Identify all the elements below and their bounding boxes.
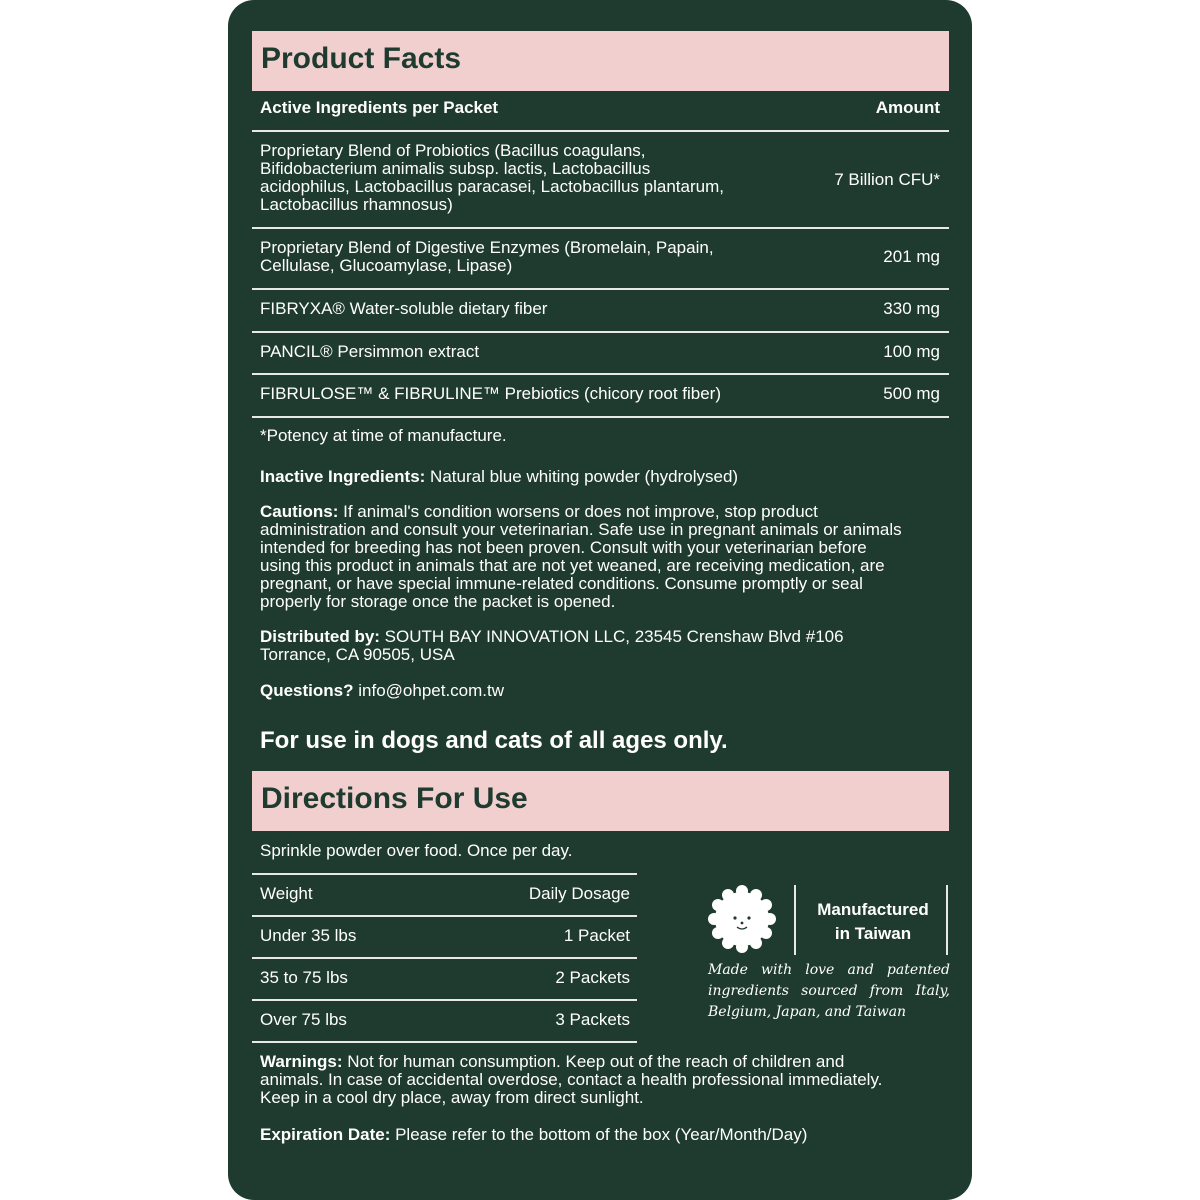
divider	[252, 957, 637, 959]
dosage-value: 3 Packets	[555, 1010, 630, 1029]
warnings: Warnings: Not for human consumption. Keep out of the reach of children and animals. In case of accidental overdose, contact a health professional immediately. Keep in a cool dry place, away from direct sunlight.	[260, 1052, 883, 1107]
expiration-label: Expiration Date:	[260, 1125, 391, 1144]
inactive-label: Inactive Ingredients:	[260, 467, 426, 486]
divider	[252, 915, 637, 917]
inactive-ingredients	[260, 468, 950, 486]
ingredient-name: Proprietary Blend of Probiotics (Bacillus coagulans, Bifidobacterium animalis subsp. lactis, Lactobacillus acidophilus, Lactobacillus paracasei, Lactobacillus plantarum, Lactobacillus rhamnosus)	[260, 141, 724, 214]
questions-label: Questions?	[260, 681, 354, 700]
ingredient-name: FIBRYXA® Water-soluble dietary fiber	[260, 299, 548, 318]
expiration-date	[260, 1126, 950, 1144]
divider	[252, 288, 949, 290]
cautions: Cautions: If animal's condition worsens or does not improve, stop product administration and consult your veterinarian. Safe use in pregnant animals or animals intended for breeding has not been proven. Consult with your veterinarian before using this product in animals that are not yet weaned, are receiving medication, are pregnant, or have special immune-related conditions. Consume promptly or seal properly for storage once the packet is opened.	[260, 502, 902, 611]
ingredient-name: Proprietary Blend of Digestive Enzymes (Bromelain, Papain, Cellulase, Glucoamylase, Lipase)	[260, 238, 714, 275]
directions-header	[252, 771, 949, 831]
weight-value: Under 35 lbs	[260, 926, 357, 945]
ingredient-amount: 330 mg	[883, 299, 940, 318]
cautions-label: Cautions:	[260, 502, 339, 521]
product-facts-title: Product Facts	[261, 42, 462, 75]
contact-email: info@ohpet.com.tw	[353, 681, 505, 700]
manufactured-text: Manufactured in Taiwan	[817, 900, 929, 943]
ingredient-amount: 500 mg	[883, 384, 940, 403]
directions-instruction: Sprinkle powder over food. Once per day.	[260, 841, 573, 860]
amount-column-header: Amount	[875, 98, 940, 117]
divider	[252, 999, 637, 1001]
made-with-love-note: Made with love and patented ingredients sourced from Italy, Belgium, Japan, and Taiwan	[708, 962, 950, 1020]
divider	[252, 873, 637, 875]
directions-title: Directions For Use	[261, 782, 528, 815]
warnings-label: Warnings:	[260, 1052, 343, 1071]
divider	[252, 227, 949, 229]
badge-divider	[794, 885, 796, 955]
ingredient-column-header: Active Ingredients per Packet	[260, 98, 499, 117]
label-card	[228, 0, 972, 1200]
use-statement: For use in dogs and cats of all ages only.	[260, 727, 728, 754]
dog-face-icon	[708, 885, 776, 953]
ingredient-name: FIBRULOSE™ & FIBRULINE™ Prebiotics (chicory root fiber)	[260, 384, 722, 403]
expiration-text: Please refer to the bottom of the box (Year/Month/Day)	[390, 1125, 808, 1144]
weight-column-header: Weight	[260, 884, 313, 903]
divider	[252, 373, 949, 375]
ingredient-amount: 201 mg	[883, 247, 940, 266]
distributed-label: Distributed by:	[260, 627, 380, 646]
weight-value: 35 to 75 lbs	[260, 968, 348, 987]
distributed-by: Distributed by: SOUTH BAY INNOVATION LLC, 23545 Crenshaw Blvd #106 Torrance, CA 90505, USA	[260, 627, 844, 664]
product-facts-header	[252, 31, 949, 91]
ingredient-name: PANCIL® Persimmon extract	[260, 342, 480, 361]
divider	[252, 331, 949, 333]
ingredient-amount: 7 Billion CFU*	[834, 170, 940, 189]
divider	[252, 1041, 637, 1043]
dosage-column-header: Daily Dosage	[528, 884, 630, 903]
questions	[260, 682, 950, 700]
manufactured-badge	[708, 885, 948, 960]
ingredient-amount: 100 mg	[883, 342, 940, 361]
potency-note: *Potency at time of manufacture.	[260, 426, 507, 445]
divider	[252, 130, 949, 132]
weight-value: Over 75 lbs	[260, 1010, 347, 1029]
dosage-value: 1 Packet	[563, 926, 630, 945]
dosage-value: 2 Packets	[555, 968, 630, 987]
divider	[252, 416, 949, 418]
badge-divider	[946, 885, 948, 955]
inactive-text: Natural blue whiting powder (hydrolysed)	[425, 467, 739, 486]
